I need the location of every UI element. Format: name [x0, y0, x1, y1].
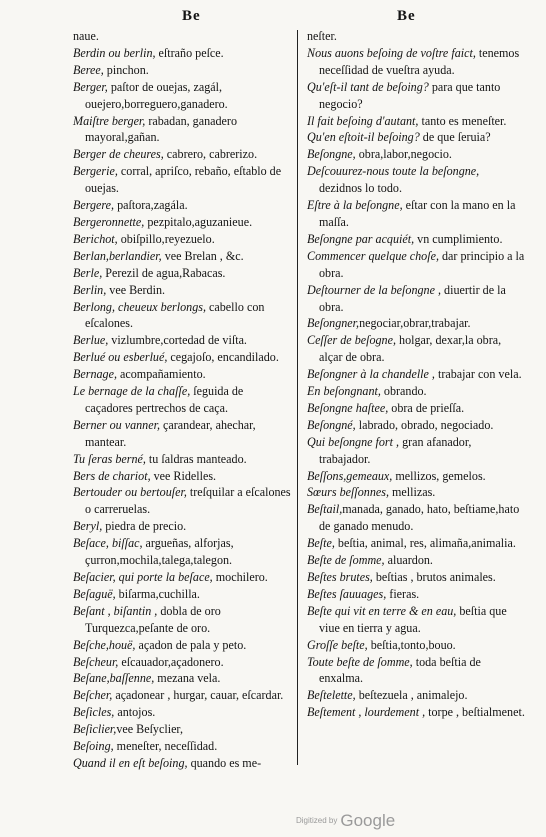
entry-definition: gran afanador, trabajador.: [319, 434, 472, 466]
entry-headword: Beſtes ſauuages,: [307, 586, 387, 601]
entry-definition: beſtias , brutos animales.: [372, 570, 496, 584]
entry-headword: Beſtement , lourdement ,: [307, 705, 426, 720]
dictionary-entry: [307, 637, 525, 654]
entry-definition: beſtia que viue en tierra y agua.: [319, 603, 507, 635]
dictionary-entry: [307, 654, 525, 688]
entry-definition: labrado, obrado, negociado.: [355, 417, 494, 432]
entry-definition: beſtia, animal, res, alimaña,animalia.: [334, 536, 516, 551]
entry-headword: Beſongne haſtee,: [307, 400, 389, 415]
google-logo: Google: [340, 811, 396, 830]
dictionary-entry: [73, 721, 291, 738]
entry-definition: cabrero, cabrerizo.: [163, 147, 258, 162]
dictionary-entry: [73, 231, 291, 248]
entry-definition: quando es me-: [187, 755, 262, 770]
entry-headword: Beſte qui vit en terre & en eau,: [307, 603, 457, 618]
entry-headword: Beſongne,: [307, 147, 356, 162]
entry-definition: trabajar con vela.: [434, 367, 522, 382]
entry-definition: obra,labor,negocio.: [355, 147, 452, 162]
dictionary-entry: [307, 434, 525, 468]
digitized-by-label: Digitized by: [296, 816, 338, 825]
running-head-left: Be: [182, 8, 201, 24]
entry-definition: meneſter, neceſſidad.: [113, 739, 218, 754]
entry-definition: antojos.: [114, 705, 156, 720]
dictionary-entry: [73, 518, 291, 535]
entry-definition: beſtezuela , animalejo.: [355, 688, 468, 703]
dictionary-entry: [307, 79, 525, 113]
entry-headword: Beſant , biſantin ,: [73, 603, 158, 618]
entry-headword: Sœurs beſſonnes,: [307, 485, 389, 500]
dictionary-entry: [73, 637, 291, 654]
entry-definition: toda beſtia de enxalma.: [319, 654, 481, 686]
entry-headword: Groſſe beſte,: [307, 637, 368, 652]
entry-definition: ſeguida de caçadores pertrechos de caça.: [85, 384, 244, 415]
entry-headword: Beryl,: [73, 519, 103, 534]
dictionary-entry: [73, 197, 291, 214]
entry-definition: torpe , beſtialmenet.: [425, 705, 525, 720]
entry-headword: Beſacier, qui porte la beſace,: [73, 570, 213, 584]
dictionary-entry: [73, 146, 291, 163]
dictionary-entry: [307, 417, 525, 434]
entry-headword: Beſoing,: [73, 739, 114, 754]
entry-definition: mellizas.: [388, 485, 436, 500]
dictionary-entry: [307, 332, 525, 366]
dictionary-entry: [73, 738, 291, 755]
dictionary-entry: [73, 79, 291, 113]
entry-headword: Qu'en eſtoit-il beſoing?: [307, 130, 420, 145]
entry-headword: Berger,: [73, 79, 108, 94]
dictionary-entry: [73, 163, 291, 197]
entry-definition: tenemos neceſſidad de vueſtra ayuda.: [319, 45, 520, 77]
entry-definition: cabello con eſcalones.: [85, 299, 265, 331]
dictionary-entry: [307, 282, 525, 316]
dictionary-entry: [73, 349, 291, 366]
dictionary-entry: [73, 586, 291, 603]
dictionary-entry: [307, 45, 525, 79]
dictionary-entry: [307, 569, 525, 586]
entry-definition: treſquilar a eſcalones o carreruelas.: [85, 485, 291, 517]
entry-definition: holgar, dexar,la obra, alçar de obra.: [319, 333, 502, 365]
entry-definition: aluardon.: [384, 553, 433, 568]
entry-headword: Beſace, biſſac,: [73, 536, 143, 551]
dictionary-entry: [73, 755, 291, 772]
entry-definition: vee Ridelles.: [150, 468, 217, 483]
entry-definition: mochilero.: [212, 570, 268, 584]
column-divider: [297, 30, 298, 765]
entry-definition: çarandear, ahechar, mantear.: [85, 417, 256, 449]
dictionary-entry: [73, 451, 291, 468]
entry-definition: neſter.: [307, 29, 337, 43]
dictionary-entry: [307, 687, 525, 704]
entry-headword: Berlong, cheueux berlongs,: [73, 299, 206, 314]
entry-headword: Berichot,: [73, 231, 118, 246]
entry-headword: Deſcouurez-nous toute la beſongne,: [307, 164, 480, 179]
entry-definition: vee Brelan , &c.: [161, 248, 244, 263]
dictionary-entry: [307, 535, 525, 552]
entry-headword: Ceſſer de beſogne,: [307, 333, 396, 348]
dictionary-entry: [73, 214, 291, 231]
dictionary-entry: [307, 603, 525, 637]
entry-headword: Beſcheur,: [73, 654, 119, 669]
dictionary-entry: [73, 670, 291, 687]
entry-headword: Berdin ou berlin,: [73, 45, 156, 60]
dictionary-entry: [73, 282, 291, 299]
entry-headword: Beſtelette,: [307, 688, 356, 703]
entry-headword: Toute beſte de ſomme,: [307, 654, 413, 669]
entry-definition: tu ſaldras manteado.: [145, 451, 247, 466]
dictionary-entry: [307, 400, 525, 417]
entry-headword: Berlue,: [73, 333, 109, 348]
dictionary-entry: [307, 501, 525, 535]
entry-definition: eſcauador,açadonero.: [118, 654, 224, 669]
entry-headword: Beſſons,gemeaux,: [307, 468, 393, 483]
entry-headword: Maiſtre berger,: [73, 113, 146, 128]
entry-definition: mezana vela.: [154, 671, 221, 686]
entry-definition: obra de prieſſa.: [388, 400, 465, 415]
entry-definition: vee Berdin.: [106, 282, 166, 297]
entry-headword: Beſcher,: [73, 688, 113, 703]
dictionary-entry: [73, 654, 291, 671]
dictionary-entry: [307, 129, 525, 146]
dictionary-entry: [73, 366, 291, 383]
entry-definition: biſarma,cuchilla.: [115, 586, 200, 601]
entry-definition: fieras.: [386, 586, 420, 601]
entry-headword: Eſtre à la beſongne,: [307, 198, 403, 213]
entry-headword: Berlué ou esberlué,: [73, 350, 168, 365]
dictionary-entry: [73, 28, 291, 45]
entry-headword: Beſtail,: [307, 502, 343, 517]
dictionary-entry: [73, 468, 291, 485]
entry-definition: para que tanto negocio?: [319, 79, 501, 111]
entry-definition: pinchon.: [103, 62, 149, 77]
entry-definition: paſtora,zagála.: [114, 198, 188, 213]
entry-definition: vee Beſyclier,: [116, 722, 183, 737]
entry-definition: dobla de oro Turquezca,peſante de oro.: [85, 603, 221, 635]
dictionary-entry: [307, 552, 525, 569]
entry-headword: Quand il en eſt beſoing,: [73, 755, 188, 770]
entry-headword: Beſongner à la chandelle ,: [307, 367, 435, 382]
dictionary-entry: [307, 366, 525, 383]
entry-headword: Berger de cheures,: [73, 147, 164, 162]
dictionary-entry: [73, 62, 291, 79]
dictionary-entry: [307, 468, 525, 485]
entry-headword: Beſiclier,: [73, 722, 117, 737]
entry-definition: tanto es meneſter.: [418, 113, 507, 128]
entry-headword: Bertouder ou bertouſer,: [73, 485, 187, 500]
dictionary-entry: [307, 484, 525, 501]
entry-definition: diuertir de la obra.: [319, 282, 506, 314]
entry-headword: Beſaguë,: [73, 586, 116, 601]
entry-definition: eſtraño peſce.: [155, 45, 224, 60]
dictionary-entry: [307, 248, 525, 282]
entry-headword: Bers de chariot,: [73, 468, 151, 483]
dictionary-entry: [73, 332, 291, 349]
dictionary-entry: [73, 687, 291, 704]
entry-definition: dar principio a la obra.: [319, 248, 525, 280]
entry-definition: vizlumbre,cortedad de viſta.: [108, 333, 247, 348]
entry-headword: Le bernage de la chaſſe,: [73, 384, 191, 399]
left-column: [73, 28, 291, 772]
dictionary-entry: [73, 603, 291, 637]
dictionary-entry: [73, 417, 291, 451]
entry-headword: Berle,: [73, 265, 103, 280]
dictionary-entry: [73, 569, 291, 586]
dictionary-entry: [73, 45, 291, 62]
dictionary-entry: [307, 113, 525, 130]
entry-definition: negociar,obrar,trabajar.: [359, 316, 471, 331]
entry-definition: argueñas, alforjas, çurron,mochila,talega,talegon.: [85, 536, 234, 568]
dictionary-entry: [307, 163, 525, 197]
dictionary-entry: [307, 586, 525, 603]
entry-definition: de que ſeruia?: [419, 130, 491, 145]
dictionary-entry: [307, 704, 525, 721]
entry-definition: açadonear , hurgar, cauar, eſcardar.: [112, 688, 284, 703]
entry-headword: Berlan,berlandier,: [73, 248, 162, 263]
entry-definition: beſtia,tonto,bouo.: [367, 637, 456, 652]
dictionary-entry: [73, 383, 291, 417]
entry-headword: Nous auons beſoing de voſtre faict,: [307, 45, 476, 60]
entry-headword: Deſtourner de la beſongne ,: [307, 282, 442, 297]
entry-definition: naue.: [73, 29, 99, 43]
entry-definition: obrando.: [380, 384, 427, 399]
dictionary-entry: [307, 28, 525, 45]
dictionary-entry: [73, 113, 291, 147]
entry-definition: corral, apriſco, rebaño, eſtablo de ouejas.: [85, 164, 282, 196]
entry-headword: Bergere,: [73, 198, 115, 213]
entry-definition: vn cumplimiento.: [414, 231, 503, 246]
dictionary-entry: [307, 315, 525, 332]
entry-headword: Beſtes brutes,: [307, 570, 373, 584]
entry-headword: Commencer quelque choſe,: [307, 248, 439, 263]
entry-headword: Bernage,: [73, 367, 117, 382]
entry-headword: Beſongne par acquiét,: [307, 231, 415, 246]
dictionary-entry: [73, 248, 291, 265]
entry-headword: Tu ſeras berné,: [73, 451, 146, 466]
entry-headword: Beſane,baſſenne,: [73, 671, 155, 686]
dictionary-entry: [307, 146, 525, 163]
right-column: [307, 28, 525, 721]
entry-headword: Beree,: [73, 62, 104, 77]
dictionary-entry: [307, 231, 525, 248]
dictionary-entry: [73, 484, 291, 518]
entry-headword: Beſongné,: [307, 417, 356, 432]
entry-definition: paſtor de ouejas, zagál, ouejero,borreguero,ganadero.: [85, 79, 228, 111]
entry-headword: Beſte de ſomme,: [307, 553, 385, 568]
dictionary-entry: [307, 197, 525, 231]
dictionary-entry: [73, 299, 291, 333]
entry-definition: Perezil de agua,Rabacas.: [102, 265, 226, 280]
entry-headword: En beſongnant,: [307, 384, 381, 399]
entry-definition: piedra de precio.: [102, 519, 187, 534]
entry-headword: Beſte,: [307, 536, 335, 551]
dictionary-entry: [73, 535, 291, 569]
dictionary-entry: [73, 704, 291, 721]
entry-definition: açadon de pala y peto.: [135, 637, 247, 652]
entry-headword: Bergeronnette,: [73, 214, 145, 229]
entry-headword: Il fait beſoing d'autant,: [307, 113, 419, 128]
entry-headword: Beſicles,: [73, 705, 115, 720]
entry-definition: mellizos, gemelos.: [392, 468, 486, 483]
entry-headword: Bergerie,: [73, 164, 118, 179]
entry-definition: acompañamiento.: [117, 367, 206, 382]
dictionary-entry: [307, 383, 525, 400]
entry-headword: Berlin,: [73, 282, 107, 297]
entry-definition: cegajoſo, encandilado.: [167, 350, 279, 365]
entry-headword: Beſche,houë,: [73, 637, 136, 652]
entry-definition: pezpitalo,aguzanieue.: [144, 214, 253, 229]
entry-definition: obiſpillo,reyezuelo.: [117, 231, 215, 246]
entry-definition: rabadan, ganadero mayoral,gañan.: [85, 113, 237, 145]
entry-headword: Qu'eſt-il tant de beſoing?: [307, 79, 429, 94]
digitized-by-watermark: [296, 811, 395, 831]
entry-definition: eſtar con la mano en la maſſa.: [319, 198, 516, 229]
entry-headword: Qui beſongne fort ,: [307, 434, 400, 449]
entry-headword: Berner ou vanner,: [73, 417, 160, 432]
entry-headword: Beſongner,: [307, 316, 360, 331]
entry-definition: manada, ganado, hato, beſtiame,hato de ganado menudo.: [319, 502, 520, 534]
dictionary-entry: [73, 265, 291, 282]
running-head-right: Be: [397, 8, 416, 24]
entry-definition: dezidnos lo todo.: [319, 181, 402, 196]
